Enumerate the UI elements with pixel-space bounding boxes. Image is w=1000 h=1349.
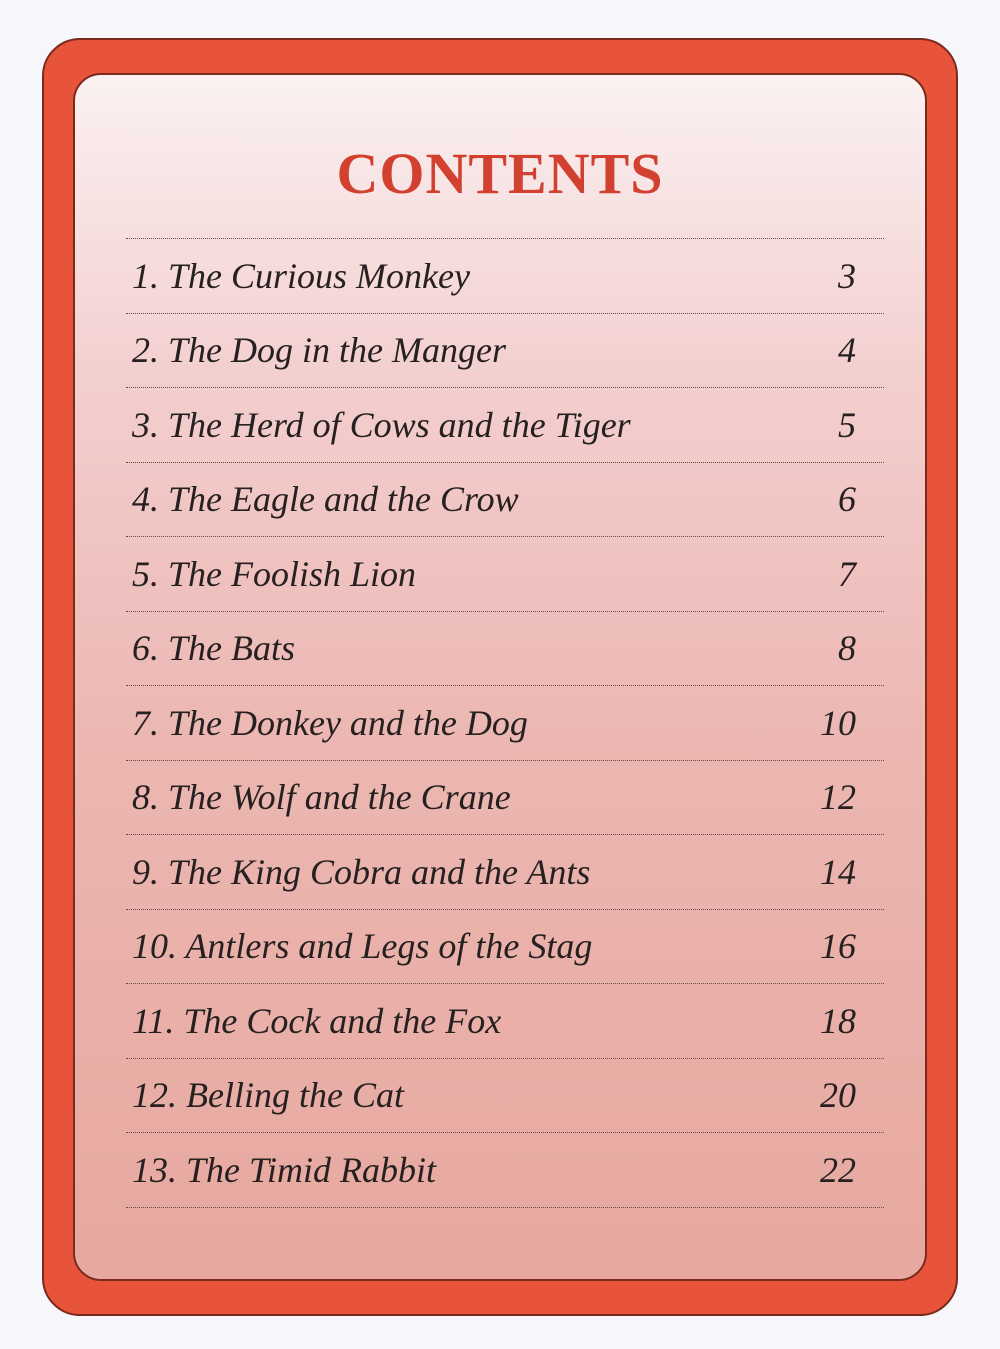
toc-entry[interactable] xyxy=(126,761,884,836)
toc-entry-page: 12 xyxy=(820,777,856,818)
toc-entry-page: 10 xyxy=(820,702,856,743)
contents-frame xyxy=(42,38,958,1316)
toc-entry-page: 16 xyxy=(820,926,856,967)
table-of-contents xyxy=(126,238,884,1208)
toc-entry[interactable] xyxy=(126,463,884,538)
toc-entry-page: 4 xyxy=(838,330,856,371)
toc-entry[interactable] xyxy=(126,910,884,985)
toc-entry-title: 12. Belling the Cat xyxy=(132,1075,404,1116)
toc-entry[interactable] xyxy=(126,1133,884,1208)
toc-entry[interactable] xyxy=(126,612,884,687)
toc-entry-title: 5. The Foolish Lion xyxy=(132,553,417,594)
toc-entry[interactable] xyxy=(126,239,884,314)
toc-entry-title: 9. The King Cobra and the Ants xyxy=(132,851,591,892)
toc-entry[interactable] xyxy=(126,537,884,612)
toc-entry-title: 4. The Eagle and the Crow xyxy=(132,479,519,520)
toc-entry[interactable] xyxy=(126,388,884,463)
toc-entry-page: 7 xyxy=(838,553,856,594)
toc-entry-title: 1. The Curious Monkey xyxy=(132,255,470,296)
toc-entry-page: 5 xyxy=(838,404,856,445)
toc-entry-title: 8. The Wolf and the Crane xyxy=(132,777,511,818)
toc-entry-page: 20 xyxy=(820,1075,856,1116)
toc-entry[interactable] xyxy=(126,835,884,910)
toc-entry-page: 8 xyxy=(838,628,856,669)
toc-entry-title: 13. The Timid Rabbit xyxy=(132,1149,437,1190)
toc-entry-page: 3 xyxy=(838,255,856,296)
toc-entry-page: 6 xyxy=(838,479,856,520)
toc-entry[interactable] xyxy=(126,314,884,389)
toc-entry[interactable] xyxy=(126,984,884,1059)
contents-panel xyxy=(73,73,927,1281)
toc-entry-title: 2. The Dog in the Manger xyxy=(132,330,506,371)
toc-entry[interactable] xyxy=(126,686,884,761)
toc-entry-page: 22 xyxy=(820,1149,856,1190)
toc-entry-page: 14 xyxy=(820,851,856,892)
toc-entry[interactable] xyxy=(126,1059,884,1134)
toc-entry-title: 10. Antlers and Legs of the Stag xyxy=(132,926,593,967)
page-title: CONTENTS xyxy=(336,141,664,206)
toc-entry-title: 6. The Bats xyxy=(132,628,296,669)
toc-entry-page: 18 xyxy=(820,1000,856,1041)
toc-entry-title: 3. The Herd of Cows and the Tiger xyxy=(132,404,631,445)
toc-entry-title: 11. The Cock and the Fox xyxy=(132,1000,502,1041)
toc-entry-title: 7. The Donkey and the Dog xyxy=(132,702,528,743)
